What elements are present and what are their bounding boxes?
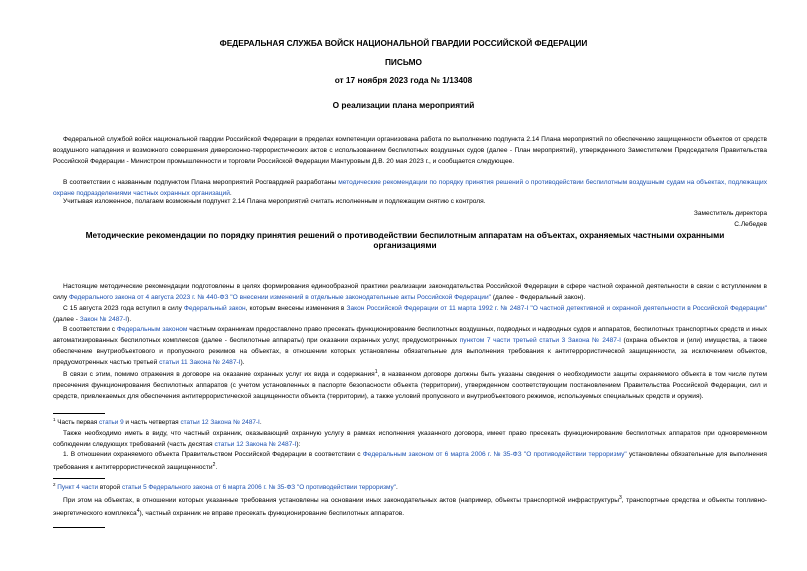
article-11-link[interactable]: статьи 11 Закона № 2487-I [159, 359, 241, 366]
rec-paragraph-6-text: 1. В отношении охраняемого объекта Правительством Российской Федерации в соответствии с [63, 451, 363, 458]
methodical-recommendations-link[interactable]: методические рекомендации по порядку принятия решений о противодействии беспилотным воздушным судам на объектах, подлежащих охране подразделениями частных охранных организаций [53, 179, 768, 197]
federal-law-440-link[interactable]: Федерального закона от 4 августа 2023 г. № 440-ФЗ "О внесении изменений в отдельные законодательные акты Российской Федерации" [68, 294, 492, 301]
rec-paragraph-1-end: (далее - Федеральный закон). [491, 294, 586, 301]
article-9-link[interactable]: статьи 9 [99, 419, 124, 427]
footnote-number-2: 2 [53, 482, 56, 487]
article-12-part-10-link[interactable]: статьи 12 Закона № 2487-I [214, 441, 297, 448]
rec-paragraph-4-text-b: , в названном договоре должны быть указаны сведения о необходимости защиты охраняемого объекта в том числе путем пресечения функционирования беспилотных аппаратов (с учетом установленных в паспорте безопасности объекта (территории), утвержденном соответствующим постановлением Правительства Российской Федерации, сил и средств, привлекаемых для обеспечения антитеррористической защищенности объекта (территории), а также условий пропускного и внутриобъектового режимов, используемых специальных средств и оружия). [53, 371, 767, 401]
footnote-1-text-b: и часть четвертая [123, 419, 181, 427]
footnote-marker-1[interactable]: 1 [374, 369, 378, 375]
rec-paragraph-3-text-b: частным охранникам предоставлено право пресекать функционирование беспилотных воздушных, подводных и надводных судов и аппаратов, беспилотных транспортных средств и иных автоматизированных беспилотных комплексов (далее - беспилотные аппараты) при оказании охранных услуг, предусмотренных [53, 326, 767, 344]
rec-paragraph-3-end: ). [240, 359, 245, 366]
rec-paragraph-7 [53, 493, 767, 519]
rec-paragraph-2-end: ). [127, 316, 132, 323]
document-date: от 17 ноября 2023 года № 1/13408 [334, 75, 473, 85]
letter-paragraph-3: Учитывая изложенное, полагаем возможным подпункт 2.14 Плана мероприятий считать исполненным и подлежащим снятию с контроля. [63, 198, 486, 205]
footnote-1 [53, 415, 767, 428]
federal-law-35-link[interactable]: Федеральным законом от 6 марта 2006 г. № 35-ФЗ [362, 451, 522, 458]
rec-paragraph-4-text: В связи с этим, помимо отражения в договоре на оказание охранных услуг их вида и содержания [63, 371, 375, 379]
federal-law-link[interactable]: Федеральный закон [183, 305, 246, 312]
rec-paragraph-1-text: Настоящие методические рекомендации подготовлены в целях формирования единообразной практики реализации законодательства Российской Федерации в сфере частной охранной деятельности в связи с вступлением в силу [53, 283, 767, 301]
signatory-title: Заместитель директора [693, 210, 767, 217]
rec-paragraph-2-text: С 15 августа 2023 года вступил в силу [63, 305, 184, 312]
rec-paragraph-5-text: Также необходимо иметь в виду, что частный охранник, оказывающий охранную услугу в рамках исполнения указанного договора, имеет право пресекать функционирование беспилотных аппаратов при одновременном соблюдении следующих требований (часть десятая [53, 430, 767, 448]
rec-paragraph-1 [53, 281, 767, 303]
letter-paragraph-2-text: В соответствии с названным подпунктом Плана мероприятий Росгвардией разработаны [63, 179, 339, 186]
rec-paragraph-2-text-c: (далее - [53, 316, 80, 323]
agency-name: ФЕДЕРАЛЬНАЯ СЛУЖБА ВОЙСК НАЦИОНАЛЬНОЙ ГВАРДИИ РОССИЙСКОЙ ФЕДЕРАЦИИ [219, 38, 588, 48]
rec-paragraph-5-end: ): [296, 441, 301, 448]
rec-paragraph-2-text-b: , которым внесены изменения в [245, 305, 347, 312]
footnote-2 [53, 480, 767, 493]
federal-law-ref-link[interactable]: Федеральным законом [116, 326, 188, 333]
rec-paragraph-6-end: . [215, 464, 218, 472]
signatory-name: С.Лебедев [734, 221, 767, 228]
rec-paragraph-7-text: При этом на объектах, в отношении которых указанные требования установлены на основании иных законодательных актов (например, объекты транспортной инфраструктуры [63, 497, 619, 505]
footnote-divider-2 [53, 478, 105, 479]
rec-paragraph-5 [53, 428, 767, 450]
footnote-divider-3 [53, 527, 105, 528]
footnote-marker-4[interactable]: 4 [136, 508, 140, 515]
rec-paragraph-3 [53, 324, 767, 368]
footnote-2-text: второй [98, 484, 122, 492]
rec-paragraph-2 [53, 303, 767, 325]
law-2487-link[interactable]: Закон Российской Федерации от 11 марта 1992 г. № 2487-I "О частной детективной и охранной деятельности в Российской Федерации" [346, 305, 768, 312]
document-subject: О реализации плана мероприятий [332, 100, 475, 110]
law-2487-short-link[interactable]: Закон № 2487-I [79, 316, 128, 323]
footnote-divider-1 [53, 413, 105, 414]
rec-paragraph-7-end: ), частный охранник не вправе пресекать функционирование беспилотных аппаратов. [139, 510, 405, 518]
document-type: ПИСЬМО [384, 57, 423, 67]
article-12-link[interactable]: статьи 12 Закона № 2487-I [180, 419, 260, 427]
rec-paragraph-7-text-b: , транспортные средства и объекты топливно-энергетического комплекса [53, 497, 768, 518]
rec-paragraph-3-text: В соответствии с [63, 326, 117, 333]
recommendations-title: Методические рекомендации по порядку принятия решений о противодействии беспилотным аппаратам на объектах, охраняемых частными охранными организациями [85, 230, 725, 250]
rec-paragraph-6-text-c: установлены обязательные для выполнения требования к антитеррористической защищенности [53, 451, 767, 472]
article-3-link[interactable]: пунктом 7 части третьей статьи 3 Закона № 2487-I [459, 337, 621, 344]
rec-paragraph-3-text-c: (охрана объектов и (или) имущества, а также обеспечение внутриобъектового и пропускного режимов на объектах, в отношении которых установлены обязательные для выполнения требования к антитеррористической защищенности, за исключением объектов, предусмотренных частью третьей [53, 337, 767, 366]
footnote-number-1: 1 [53, 417, 56, 422]
letter-paragraph-2-end: . [229, 190, 232, 197]
counter-terrorism-link[interactable]: "О противодействии терроризму" [523, 451, 627, 458]
footnote-1-end: . [259, 419, 262, 427]
footnote-marker-3[interactable]: 3 [618, 495, 622, 501]
footnote-1-text: Часть первая [57, 419, 100, 427]
rec-paragraph-4 [53, 367, 767, 402]
footnote-marker-2[interactable]: 2 [212, 462, 216, 468]
rec-paragraph-6 [53, 449, 767, 473]
letter-paragraph-1: Федеральной службой войск национальной гвардии Российской Федерации в пределах компетенции организована работа по выполнению подпункта 2.14 Плана мероприятий по обеспечению защищенности объектов от средств воздушного нападения и возможного совершения диверсионно-террористических актов с использованием беспилотных воздушных судов (далее - План мероприятий), утвержденного Заместителем Председателя Правительства Российской Федерации - Министром промышленности и торговли Российской Федерации Мантуровым Д.В. 20 мая 2023 г., и сообщается следующее. [53, 136, 767, 165]
clause-4-link[interactable]: Пункт 4 части [57, 484, 99, 492]
article-5-link[interactable]: статьи 5 Федерального закона от 6 марта 2006 г. № 35-ФЗ "О противодействии терроризму" [122, 484, 396, 492]
footnote-2-end: . [395, 484, 398, 492]
